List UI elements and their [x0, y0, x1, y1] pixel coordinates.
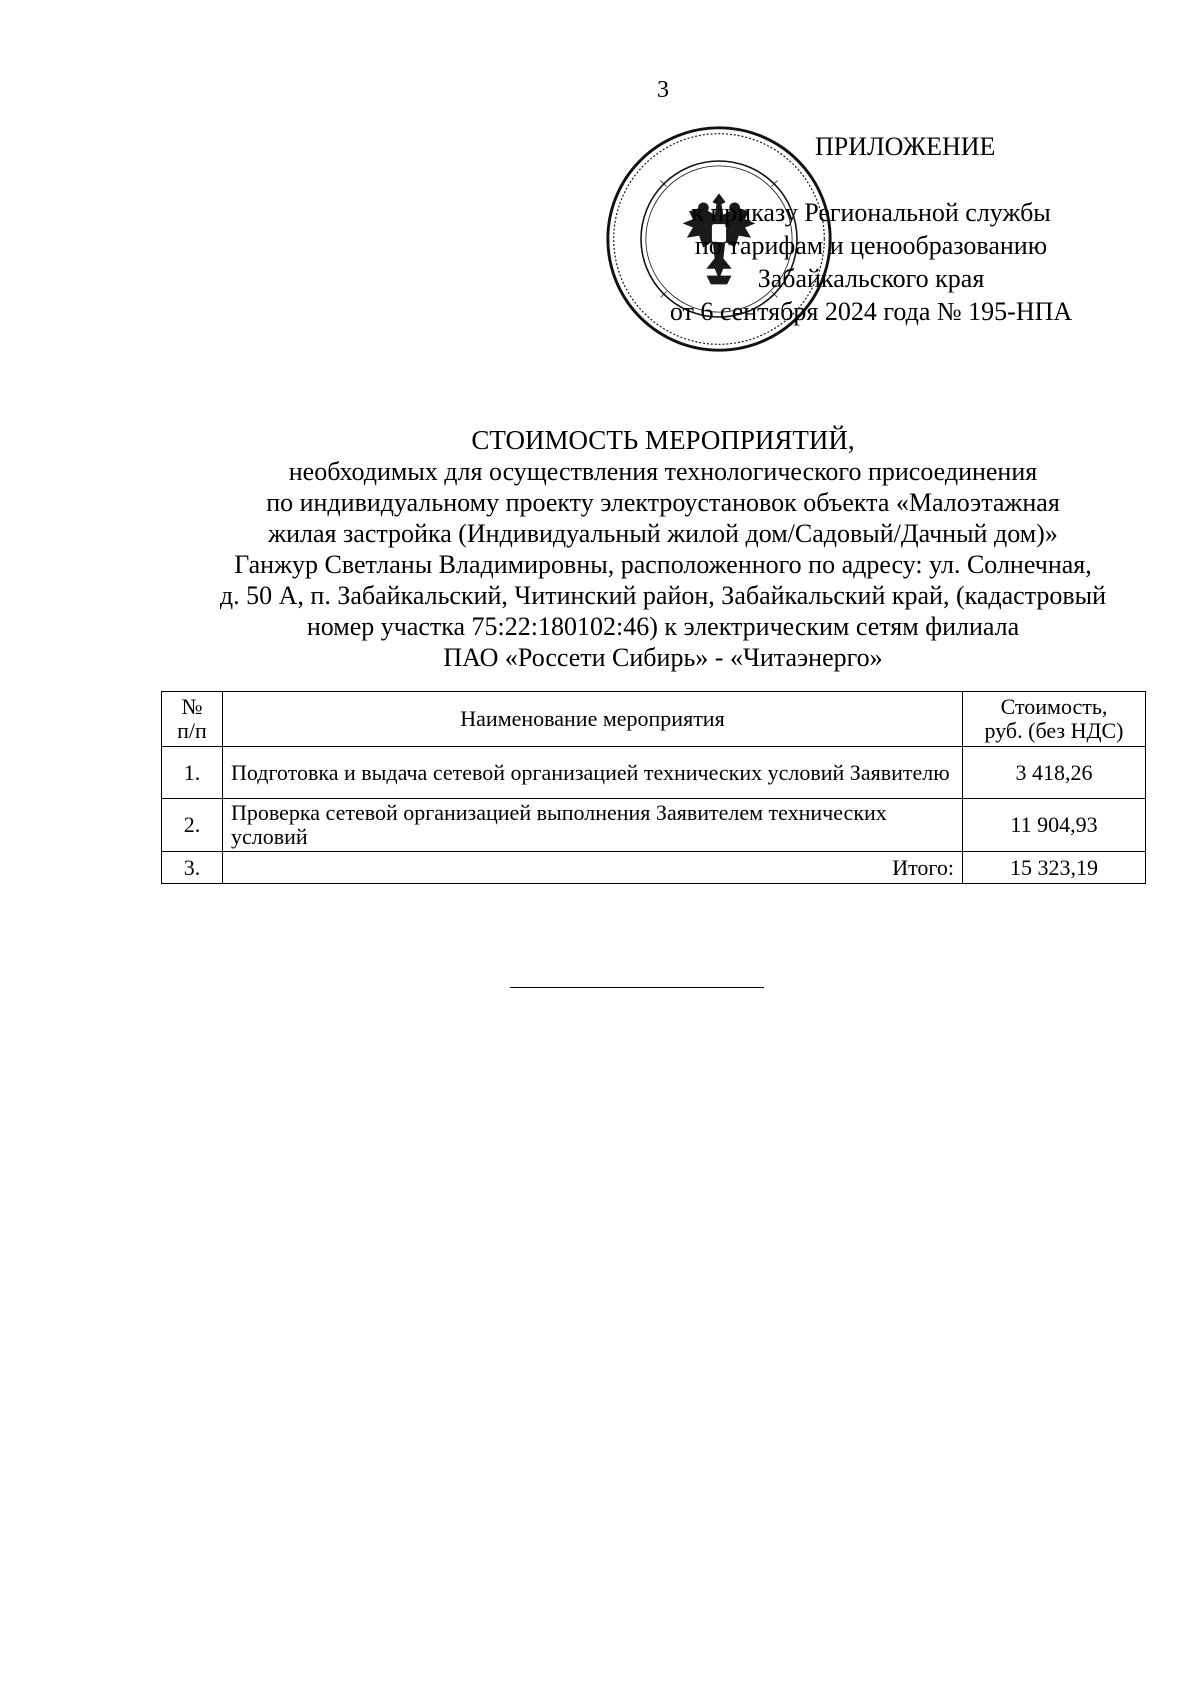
header-number-line2: п/п: [177, 718, 207, 743]
appendix-line: по тарифам и ценообразованию: [694, 231, 1048, 260]
subtitle-line: необходимых для осуществления технологического присоединения: [288, 457, 1038, 486]
total-label: Итого:: [223, 852, 963, 884]
header-cost-line2: руб. (без НДС): [984, 718, 1124, 743]
row-name: Подготовка и выдача сетевой организацией технических условий Заявителю: [223, 747, 963, 799]
subtitle-line: по индивидуальному проекту электроустановок объекта «Малоэтажная: [266, 488, 1060, 517]
appendix-line: к приказу Региональной службы: [691, 198, 1051, 227]
header-cost-line1: Стоимость,: [1000, 694, 1108, 719]
row-name: Проверка сетевой организацией выполнения Заявителем технических условий: [223, 799, 963, 852]
table-row: [162, 747, 1146, 799]
table-row: [162, 799, 1146, 852]
total-cost: 15 323,19: [963, 852, 1146, 884]
header-number: [162, 692, 223, 747]
row-cost: 3 418,26: [963, 747, 1146, 799]
table-header-row: [162, 692, 1146, 747]
header-name: Наименование мероприятия: [223, 692, 963, 747]
subtitle-line: Ганжур Светланы Владимировны, расположенного по адресу: ул. Солнечная,: [234, 550, 1092, 579]
row-number: 1.: [162, 747, 223, 799]
appendix-line: от 6 сентября 2024 года № 195-НПА: [669, 297, 1073, 326]
subtitle-line: ПАО «Россети Сибирь» - «Читаэнерго»: [443, 643, 883, 672]
total-number: 3.: [162, 852, 223, 884]
appendix-reference: [606, 196, 1136, 328]
document-subtitle: [0, 456, 1200, 673]
table-total-row: [162, 852, 1146, 884]
row-number: 2.: [162, 799, 223, 852]
appendix-title: ПРИЛОЖЕНИЕ: [815, 132, 996, 161]
subtitle-line: номер участка 75:22:180102:46) к электрическим сетям филиала: [306, 612, 1020, 641]
page-number: 3: [657, 77, 669, 103]
appendix-line: Забайкальского края: [757, 264, 985, 293]
row-cost: 11 904,93: [963, 799, 1146, 852]
cost-table: [161, 691, 1146, 884]
subtitle-line: жилая застройка (Индивидуальный жилой дом/Садовый/Дачный дом)»: [268, 519, 1058, 548]
document-title: СТОИМОСТЬ МЕРОПРИЯТИЙ,: [471, 425, 855, 455]
subtitle-line: д. 50 А, п. Забайкальский, Читинский район, Забайкальский край, (кадастровый: [219, 581, 1107, 610]
header-number-line1: №: [181, 694, 203, 719]
end-divider: [510, 987, 764, 988]
header-cost: [963, 692, 1146, 747]
